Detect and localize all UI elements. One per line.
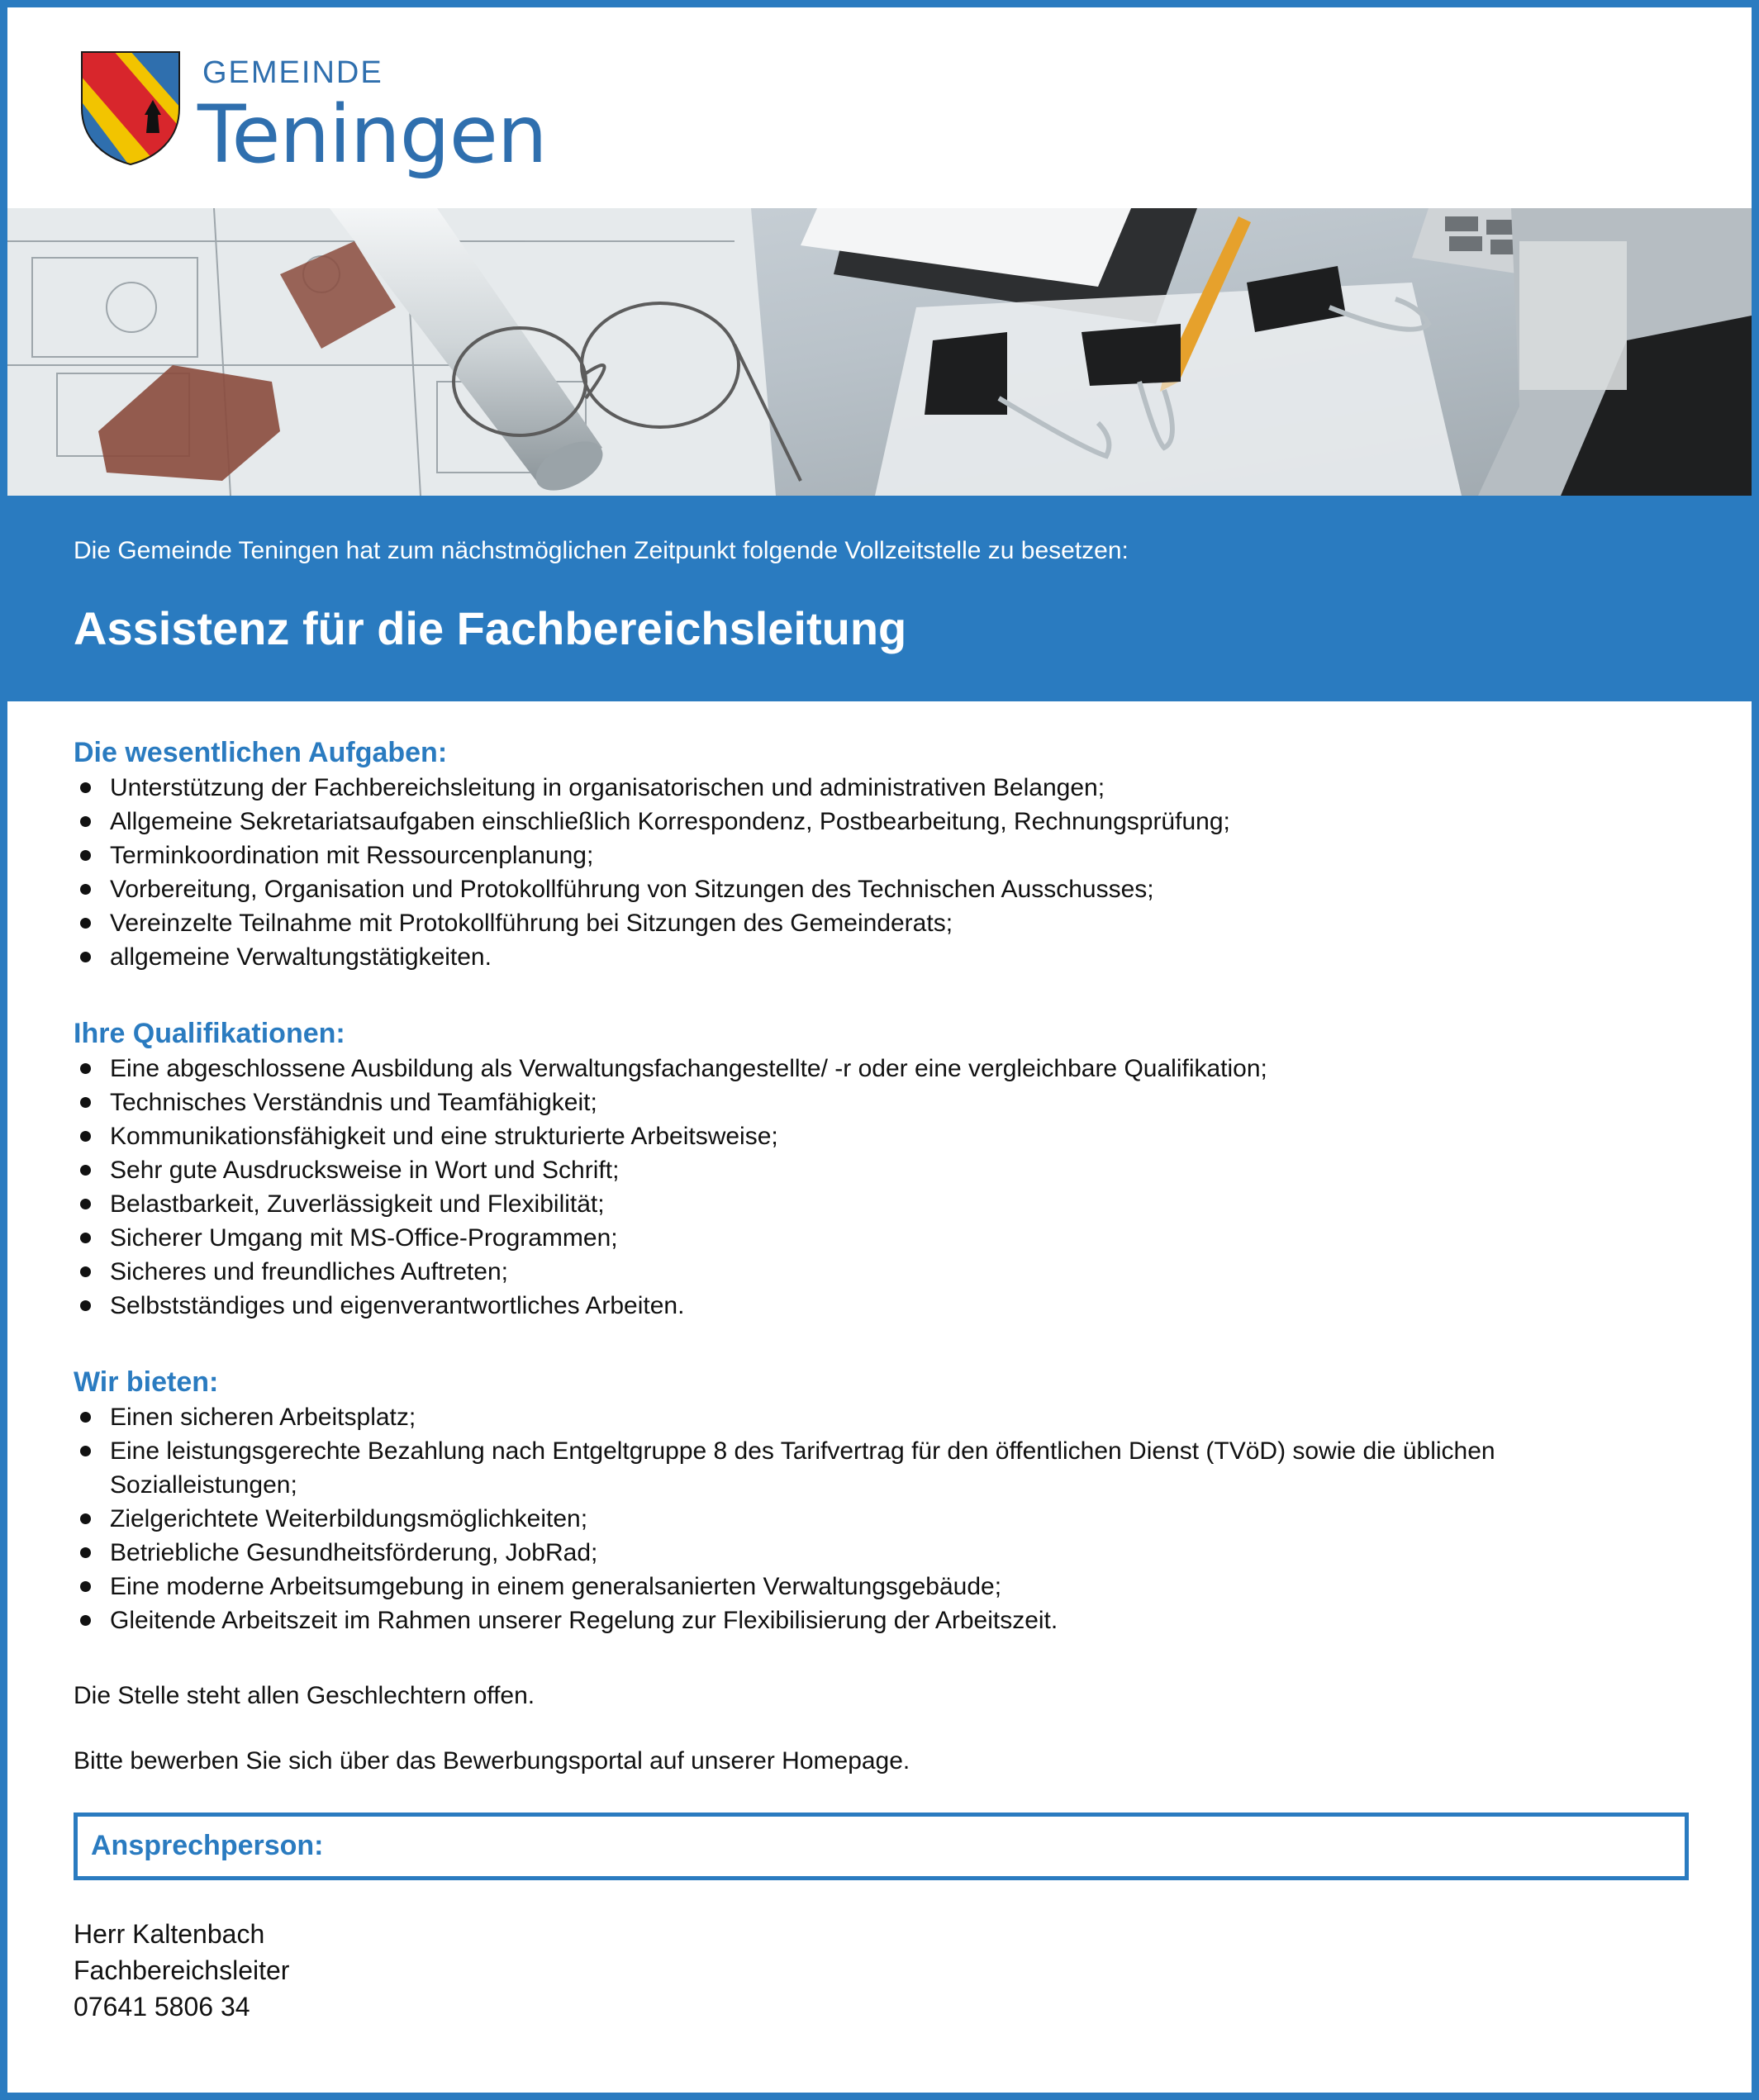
- section-heading-tasks: Die wesentlichen Aufgaben:: [74, 737, 448, 768]
- qualifications-list: [74, 1052, 1693, 1323]
- list-item: allgemeine Verwaltungstätigkeiten.: [74, 940, 1693, 974]
- list-item: Eine abgeschlossene Ausbildung als Verwaltungsfachangestellte/ -r oder eine vergleichbare Qualifikation;: [74, 1052, 1693, 1086]
- tasks-list: [74, 771, 1693, 974]
- job-title: Assistenz für die Fachbereichsleitung: [74, 602, 907, 654]
- list-item: Terminkoordination mit Ressourcenplanung;: [74, 839, 1693, 872]
- list-item: Allgemeine Sekretariatsaufgaben einschließlich Korrespondenz, Postbearbeitung, Rechnungsprüfung;: [74, 805, 1693, 839]
- logo-title: Teningen: [197, 88, 547, 181]
- list-item: Sehr gute Ausdrucksweise in Wort und Schrift;: [74, 1153, 1693, 1187]
- section-heading-qualifications: Ihre Qualifikationen:: [74, 1018, 345, 1049]
- list-item: Kommunikationsfähigkeit und eine strukturierte Arbeitsweise;: [74, 1119, 1693, 1153]
- header-photo: [7, 208, 1752, 496]
- list-item: Eine leistungsgerechte Bezahlung nach Entgeltgruppe 8 des Tarifvertrag für den öffentlichen Dienst (TVöD) sowie die üblichen Sozialleistungen;: [74, 1434, 1693, 1502]
- list-item: Selbstständiges und eigenverantwortliches Arbeiten.: [74, 1289, 1693, 1323]
- list-item: Belastbarkeit, Zuverlässigkeit und Flexibilität;: [74, 1187, 1693, 1221]
- logo-subtitle: GEMEINDE: [202, 55, 383, 90]
- list-item: Technisches Verständnis und Teamfähigkeit;: [74, 1086, 1693, 1119]
- list-item: Zielgerichtete Weiterbildungsmöglichkeiten;: [74, 1502, 1693, 1536]
- list-item: Unterstützung der Fachbereichsleitung in organisatorischen und administrativen Belangen;: [74, 771, 1693, 805]
- contact-role: Fachbereichsleiter: [74, 1955, 290, 1985]
- offer-list: [74, 1400, 1693, 1637]
- list-item: Vereinzelte Teilnahme mit Protokollführung bei Sitzungen des Gemeinderats;: [74, 906, 1693, 940]
- list-item: Eine moderne Arbeitsumgebung in einem generalsanierten Verwaltungsgebäude;: [74, 1570, 1693, 1604]
- section-heading-offer: Wir bieten:: [74, 1366, 219, 1398]
- list-item: Einen sicheren Arbeitsplatz;: [74, 1400, 1693, 1434]
- list-item: Gleitende Arbeitszeit im Rahmen unserer Regelung zur Flexibilisierung der Arbeitszeit.: [74, 1604, 1693, 1637]
- contact-details: [74, 1916, 289, 2025]
- list-item: Vorbereitung, Organisation und Protokollführung von Sitzungen des Technischen Ausschusses;: [74, 872, 1693, 906]
- application-note: Bitte bewerben Sie sich über das Bewerbungsportal auf unserer Homepage.: [74, 1747, 910, 1775]
- intro-text: Die Gemeinde Teningen hat zum nächstmöglichen Zeitpunkt folgende Vollzeitstelle zu besetzen:: [74, 537, 1129, 564]
- list-item: Sicheres und freundliches Auftreten;: [74, 1255, 1693, 1289]
- contact-name: Herr Kaltenbach: [74, 1919, 265, 1949]
- desk-photo-illustration: [7, 208, 1752, 496]
- contact-heading: Ansprechperson:: [91, 1830, 324, 1861]
- contact-heading-box: [74, 1813, 1689, 1880]
- list-item: Sicherer Umgang mit MS-Office-Programmen;: [74, 1221, 1693, 1255]
- municipality-logo: [80, 50, 658, 181]
- contact-phone[interactable]: 07641 5806 34: [74, 1992, 250, 2022]
- headline-band: [7, 496, 1752, 701]
- job-description: [74, 734, 1693, 1778]
- list-item: Betriebliche Gesundheitsförderung, JobRad;: [74, 1536, 1693, 1570]
- equal-opportunity-note: Die Stelle steht allen Geschlechtern offen.: [74, 1682, 535, 1709]
- coat-of-arms-icon: [80, 50, 181, 166]
